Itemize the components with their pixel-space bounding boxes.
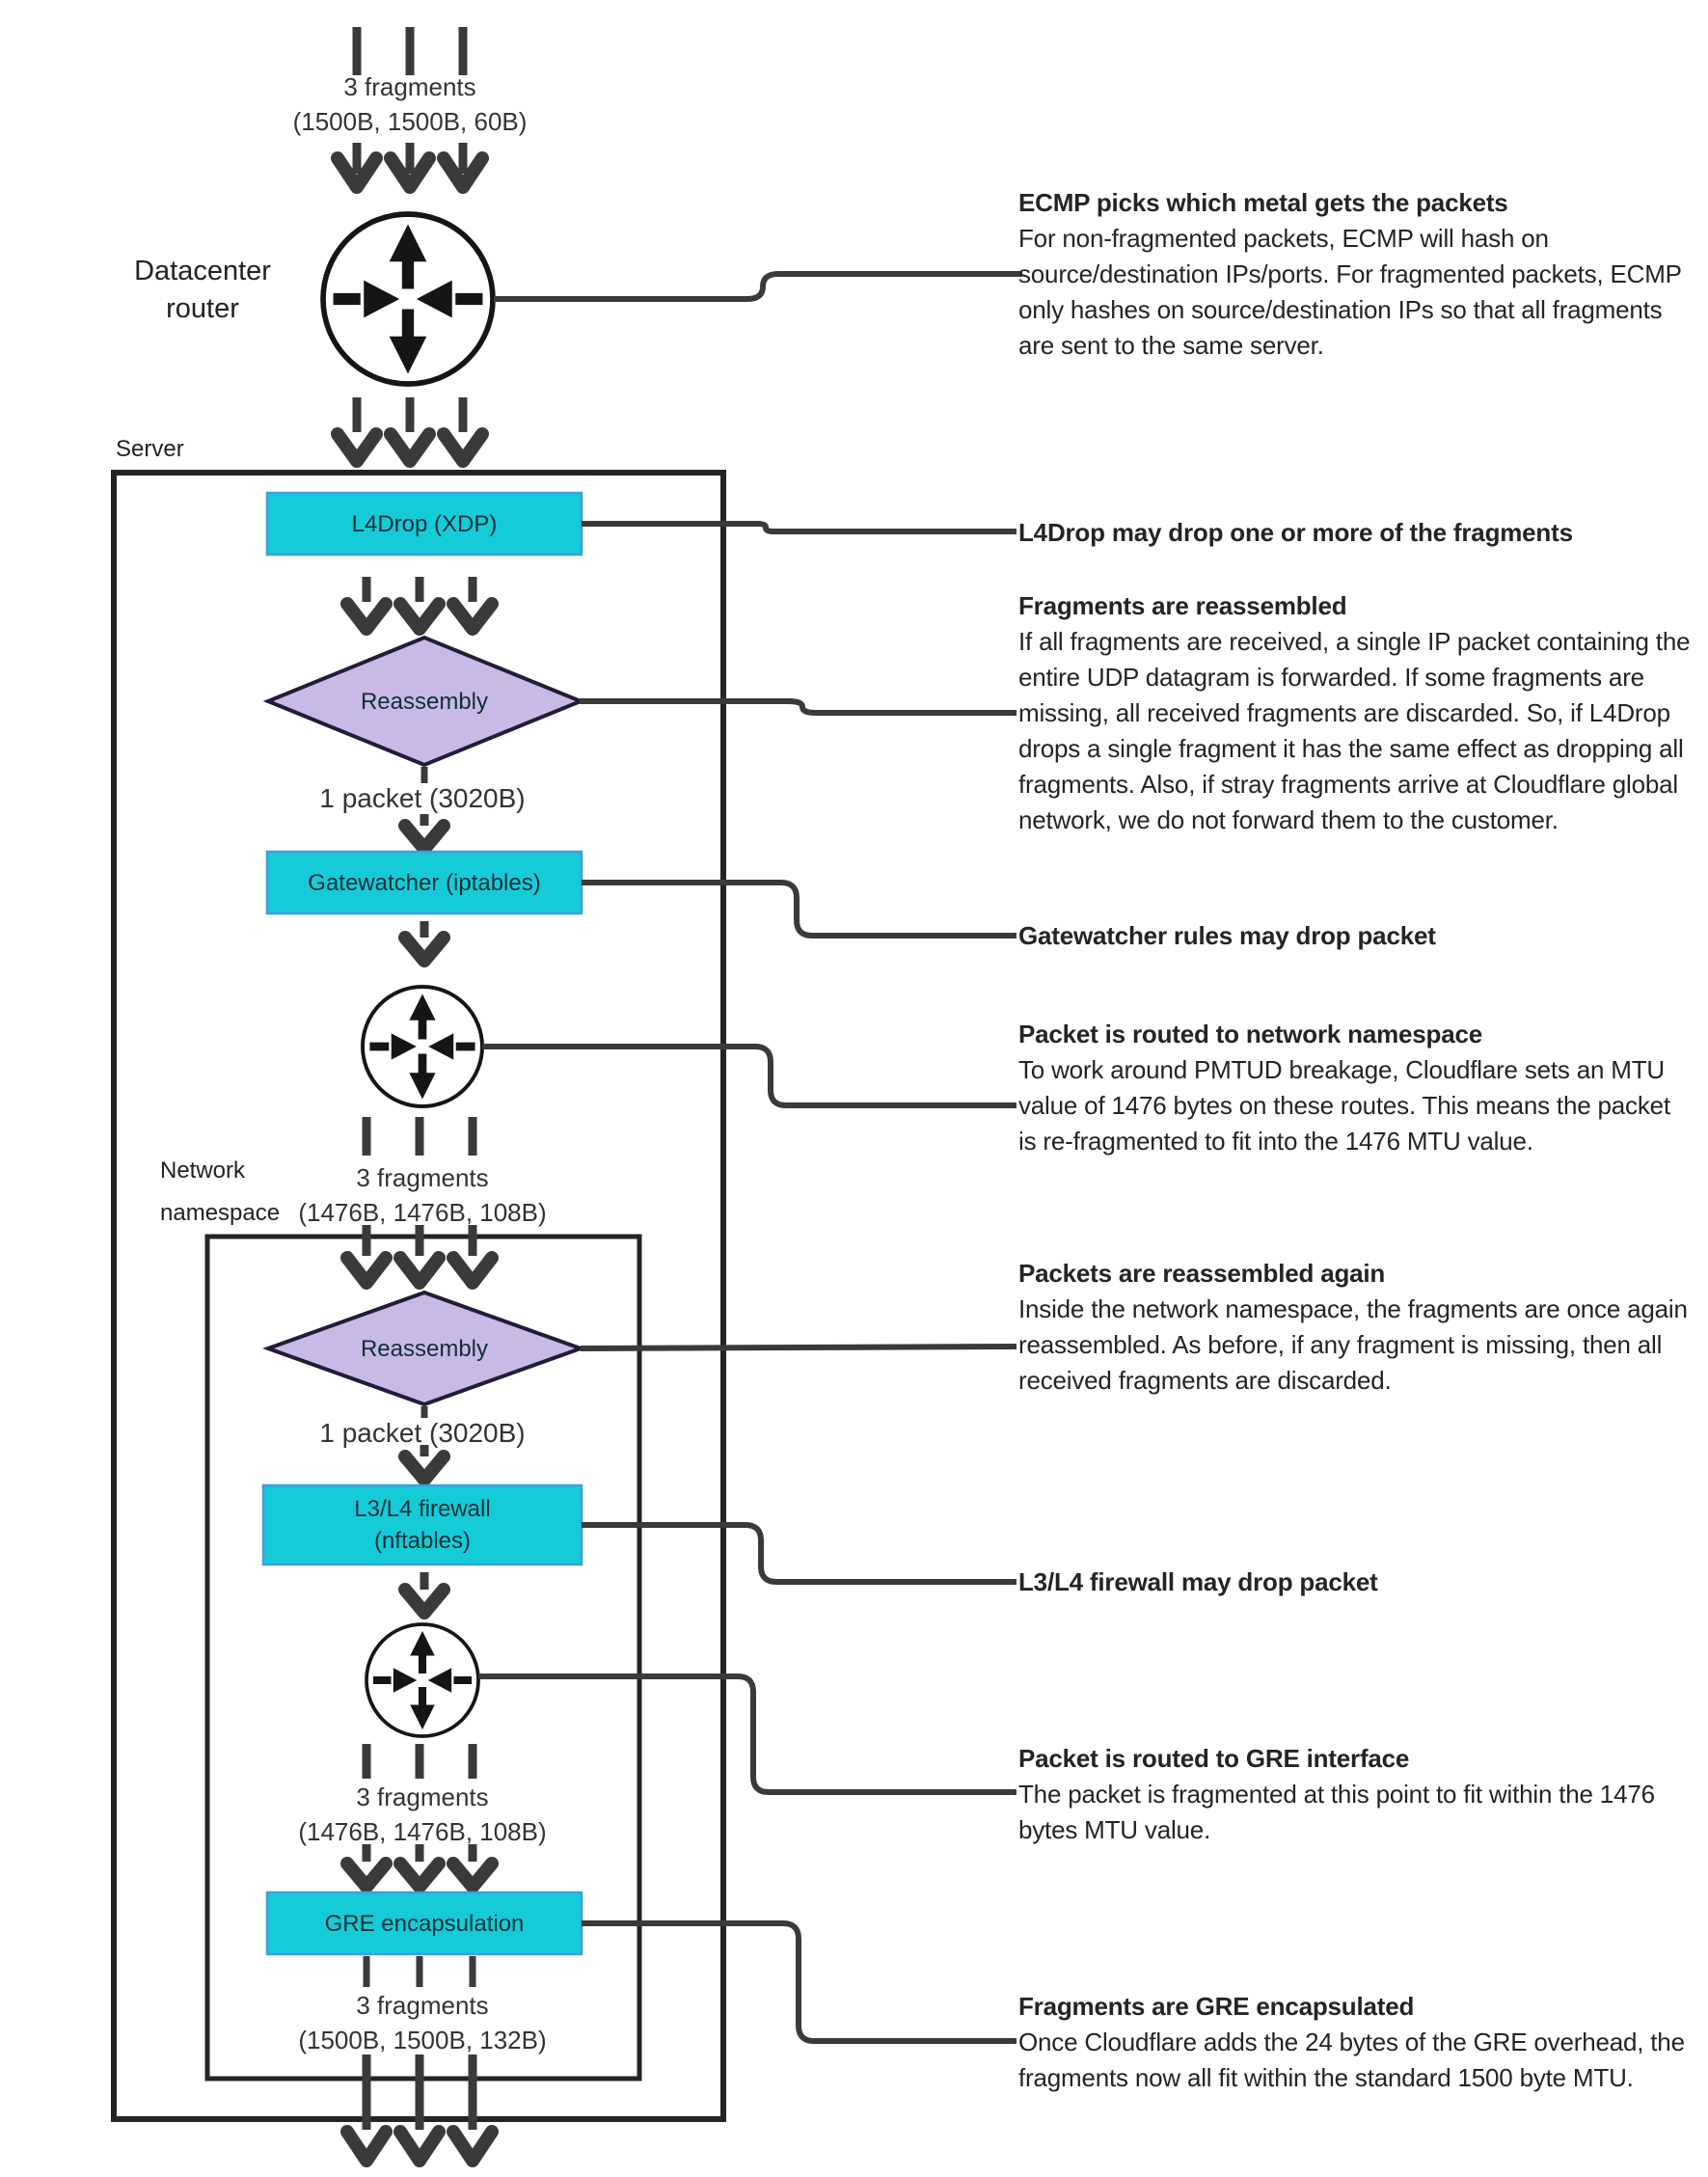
outgoing-fragment-sizes: (1500B, 1500B, 132B) [298,2026,547,2055]
annotation-reassembled-again [1018,1256,1694,1399]
incoming-fragment-sizes: (1500B, 1500B, 60B) [292,107,528,136]
annotation-namespace-route-body: To work around PMTUD breakage, Cloudflare sets an MTU value of 1476 bytes on these routes. This means the packet is re-fragmented to fit into the 1476 MTU value. [1018,1055,1670,1156]
annotation-reassembled-again-body: Inside the network namespace, the fragments are once again reassembled. As before, if any fragment is missing, then all received fragments are discarded. [1018,1294,1688,1395]
network-namespace-label: Network namespace [160,1157,281,1226]
annotation-firewall [1018,1565,1694,1600]
connector-l4drop [582,524,1017,531]
gre-output-dashes-icon [366,1956,473,1987]
annotation-reassembled-again-title: Packets are reassembled again [1018,1259,1386,1288]
arrow-gatewatcher-to-router-icon [405,921,444,961]
connector-namespace-route [482,1047,1017,1105]
reassembly2-label: Reassembly [360,1335,489,1362]
arrow-packet-to-firewall-icon [405,1445,444,1480]
annotation-firewall-title: L3/L4 firewall may drop packet [1018,1567,1378,1596]
refrag2-fragment-sizes: (1476B, 1476B, 108B) [298,1817,547,1846]
arrows-into-router-icon [338,143,482,187]
annotation-reassembled-body: If all fragments are received, a single IP packet containing the entire UDP datagram is forwarded. If some fragments are missing, all received fragments are discarded. So, if L4Drop drops a single fragment it has the same effect as dropping all fragments. Also, if stray fragments arrive at Cloudflare global network, we do not forward them to the customer. [1018,627,1691,834]
connector-ecmp [494,274,1022,299]
annotation-gre-encap [1018,1989,1694,2096]
gre-label: GRE encapsulation [324,1910,525,1937]
annotation-ecmp-body: For non-fragmented packets, ECMP will hash on source/destination IPs/ports. For fragmented packets, ECMP only hashes on source/destination IPs so that all fragments are sent to the same server. [1018,224,1682,360]
reassembled-packet-label-1: 1 packet (3020B) [319,783,526,813]
annotation-reassembled-title: Fragments are reassembled [1018,591,1347,620]
arrows-into-namespace-icon [347,1225,492,1283]
server-label: Server [116,436,184,462]
annotation-gre-route-title: Packet is routed to GRE interface [1018,1744,1410,1773]
refrag1-fragment-count: 3 fragments [356,1163,489,1192]
arrow-packet-to-gatewatcher-icon [405,814,444,849]
reassembly1-label: Reassembly [360,688,489,715]
firewall-label-line1: L3/L4 firewall [354,1496,491,1522]
datacenter-router-icon [323,214,493,384]
connector-gatewatcher [582,883,1017,936]
firewall-label-line2: (nftables) [373,1528,472,1554]
annotation-namespace-route [1018,1017,1694,1159]
annotation-l4drop [1018,515,1694,551]
connector-reassembly1 [580,701,1017,713]
outgoing-fragment-count: 3 fragments [356,1991,489,2020]
arrows-l4drop-to-reassembly-icon [347,577,492,629]
annotation-ecmp-title: ECMP picks which metal gets the packets [1018,188,1508,217]
annotation-gre-encap-body: Once Cloudflare adds the 24 bytes of the GRE overhead, the fragments now all fit within the standard 1500 byte MTU. [1018,2027,1685,2092]
refrag1-fragment-sizes: (1476B, 1476B, 108B) [298,1198,547,1227]
arrows-into-server-icon [338,397,482,461]
arrows-into-gre-icon [347,1844,492,1887]
annotation-ecmp [1018,185,1694,364]
connector-gre-route [478,1676,1017,1792]
annotation-l4drop-title: L4Drop may drop one or more of the fragments [1018,518,1573,547]
reassembled-packet-label-2: 1 packet (3020B) [319,1418,526,1448]
arrow-firewall-to-router-icon [405,1572,444,1613]
annotation-namespace-route-title: Packet is routed to network namespace [1018,1020,1482,1048]
firewall-label [263,1485,582,1565]
gre-router-icon [366,1624,478,1736]
incoming-fragment-count: 3 fragments [343,72,476,101]
connector-reassembly2 [581,1347,1017,1348]
annotation-gatewatcher-title: Gatewatcher rules may drop packet [1018,921,1436,950]
incoming-fragments-dashes-icon [357,27,463,75]
annotation-gre-route [1018,1741,1694,1848]
refrag2-fragment-count: 3 fragments [356,1782,489,1811]
refrag2-dashes-icon [366,1744,473,1779]
connector-gre-encap [582,1923,1017,2041]
datacenter-router-label: Datacenter router [134,256,271,324]
connector-firewall [582,1525,1017,1582]
annotation-gre-route-body: The packet is fragmented at this point to fit within the 1476 bytes MTU value. [1018,1780,1655,1844]
annotation-reassembled [1018,588,1694,838]
l4drop-label: L4Drop (XDP) [351,510,498,537]
namespace-router-icon [363,987,482,1106]
refrag1-dashes-icon [366,1117,473,1156]
annotation-gatewatcher [1018,918,1694,954]
annotation-gre-encap-title: Fragments are GRE encapsulated [1018,1992,1415,2021]
gatewatcher-label: Gatewatcher (iptables) [308,869,541,896]
exit-arrows-icon [347,2055,492,2161]
